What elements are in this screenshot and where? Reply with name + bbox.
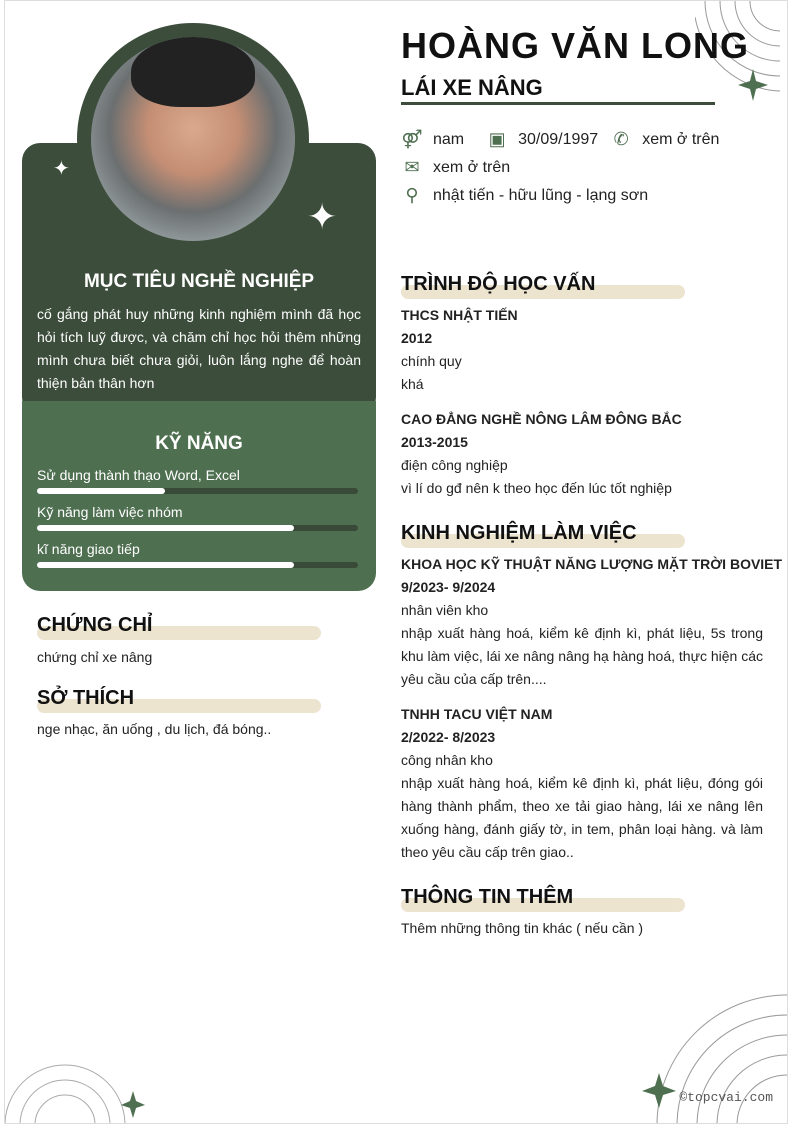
skill-item: Kỹ năng làm việc nhóm — [37, 504, 358, 531]
candidate-name: HOÀNG VĂN LONG — [401, 25, 750, 66]
sparkle-icon: ✦ — [53, 158, 70, 180]
phone-icon: ✆ — [613, 129, 629, 149]
calendar-icon: ▣ — [488, 129, 506, 149]
sparkle-icon: ✦ — [307, 196, 338, 237]
contact-row: ⚲ nhật tiến - hữu lũng - lạng sơn — [401, 185, 648, 206]
education-item: THCS NHẬT TIẾN 2012 chính quy khá — [401, 307, 518, 392]
extra-text: Thêm những thông tin khác ( nếu cần ) — [401, 920, 644, 936]
gender-icon: ⚤ — [401, 129, 423, 149]
skill-bar-fill — [37, 488, 165, 494]
skill-bar — [37, 562, 358, 568]
decorative-arcs-bottom-left — [5, 1061, 155, 1124]
education-item: CAO ĐẲNG NGHỀ NÔNG LÂM ĐÔNG BẮC 2013-2015 điện công nghiệp vì lí do gđ nên k theo học đến lúc tốt nghiệp — [401, 411, 682, 496]
skills-title: KỸ NĂNG — [155, 433, 243, 454]
skill-item: Sử dụng thành thạo Word, Excel — [37, 467, 358, 494]
extra-heading: THÔNG TIN THÊM — [401, 886, 685, 914]
skill-bar — [37, 525, 358, 531]
experience-item: TNHH TACU VIỆT NAM 2/2022- 8/2023 công nhân kho nhập xuất hàng hoá, kiểm kê định kì, phát liệu, đóng gói hàng thành phẩm, theo xe tải giao hàng, lái xe nâng lên xuống hàng, đánh giấy tờ, in tem, phân loại hàng. và làm theo yêu cầu cấp trên giao.. — [401, 706, 763, 860]
skill-item: kĩ năng giao tiếp — [37, 541, 358, 568]
skill-bar-fill — [37, 525, 294, 531]
certificates-text: chứng chỉ xe nâng — [37, 649, 153, 665]
divider — [401, 102, 715, 105]
education-heading: TRÌNH ĐỘ HỌC VẤN — [401, 273, 685, 301]
location-icon: ⚲ — [405, 185, 419, 205]
avatar — [91, 37, 295, 241]
watermark: ©topcvai.com — [679, 1090, 773, 1105]
objective-text: cố gắng phát huy những kinh nghiệm mình đã học hỏi tích luỹ được, và chăm chỉ học hỏi thêm những mình chưa biết chưa giỏi, luôn lắng nghe để hoàn thiện bản thân hơn — [37, 306, 361, 391]
objective-title: MỤC TIÊU NGHỀ NGHIỆP — [83, 271, 315, 292]
cv-page — [4, 0, 788, 1124]
certificates-heading: CHỨNG CHỈ — [37, 614, 321, 642]
hobbies-heading: SỞ THÍCH — [37, 687, 321, 715]
skill-bar — [37, 488, 358, 494]
experience-item: KHOA HỌC KỸ THUẬT NĂNG LƯỢNG MẶT TRỜI BOVIET 9/2023- 9/2024 nhân viên kho nhập xuất hàng hoá, kiểm kê định kì, phát liệu, 5s trong khu làm việc, lái xe nâng nâng hạ hàng hoá, thực hiện các yêu cầu của cấp trên.... — [401, 556, 783, 687]
hobbies-text: nge nhạc, ăn uống , du lịch, đá bóng.. — [37, 721, 272, 737]
candidate-role: LÁI XE NÂNG — [401, 75, 543, 100]
contact-row: ⚤ nam ▣ 30/09/1997 ✆ xem ở trên — [401, 129, 720, 149]
experience-heading: KINH NGHIỆM LÀM VIỆC — [401, 522, 685, 550]
contact-row: ✉ xem ở trên — [401, 157, 510, 178]
email-icon: ✉ — [404, 157, 420, 177]
skill-bar-fill — [37, 562, 294, 568]
